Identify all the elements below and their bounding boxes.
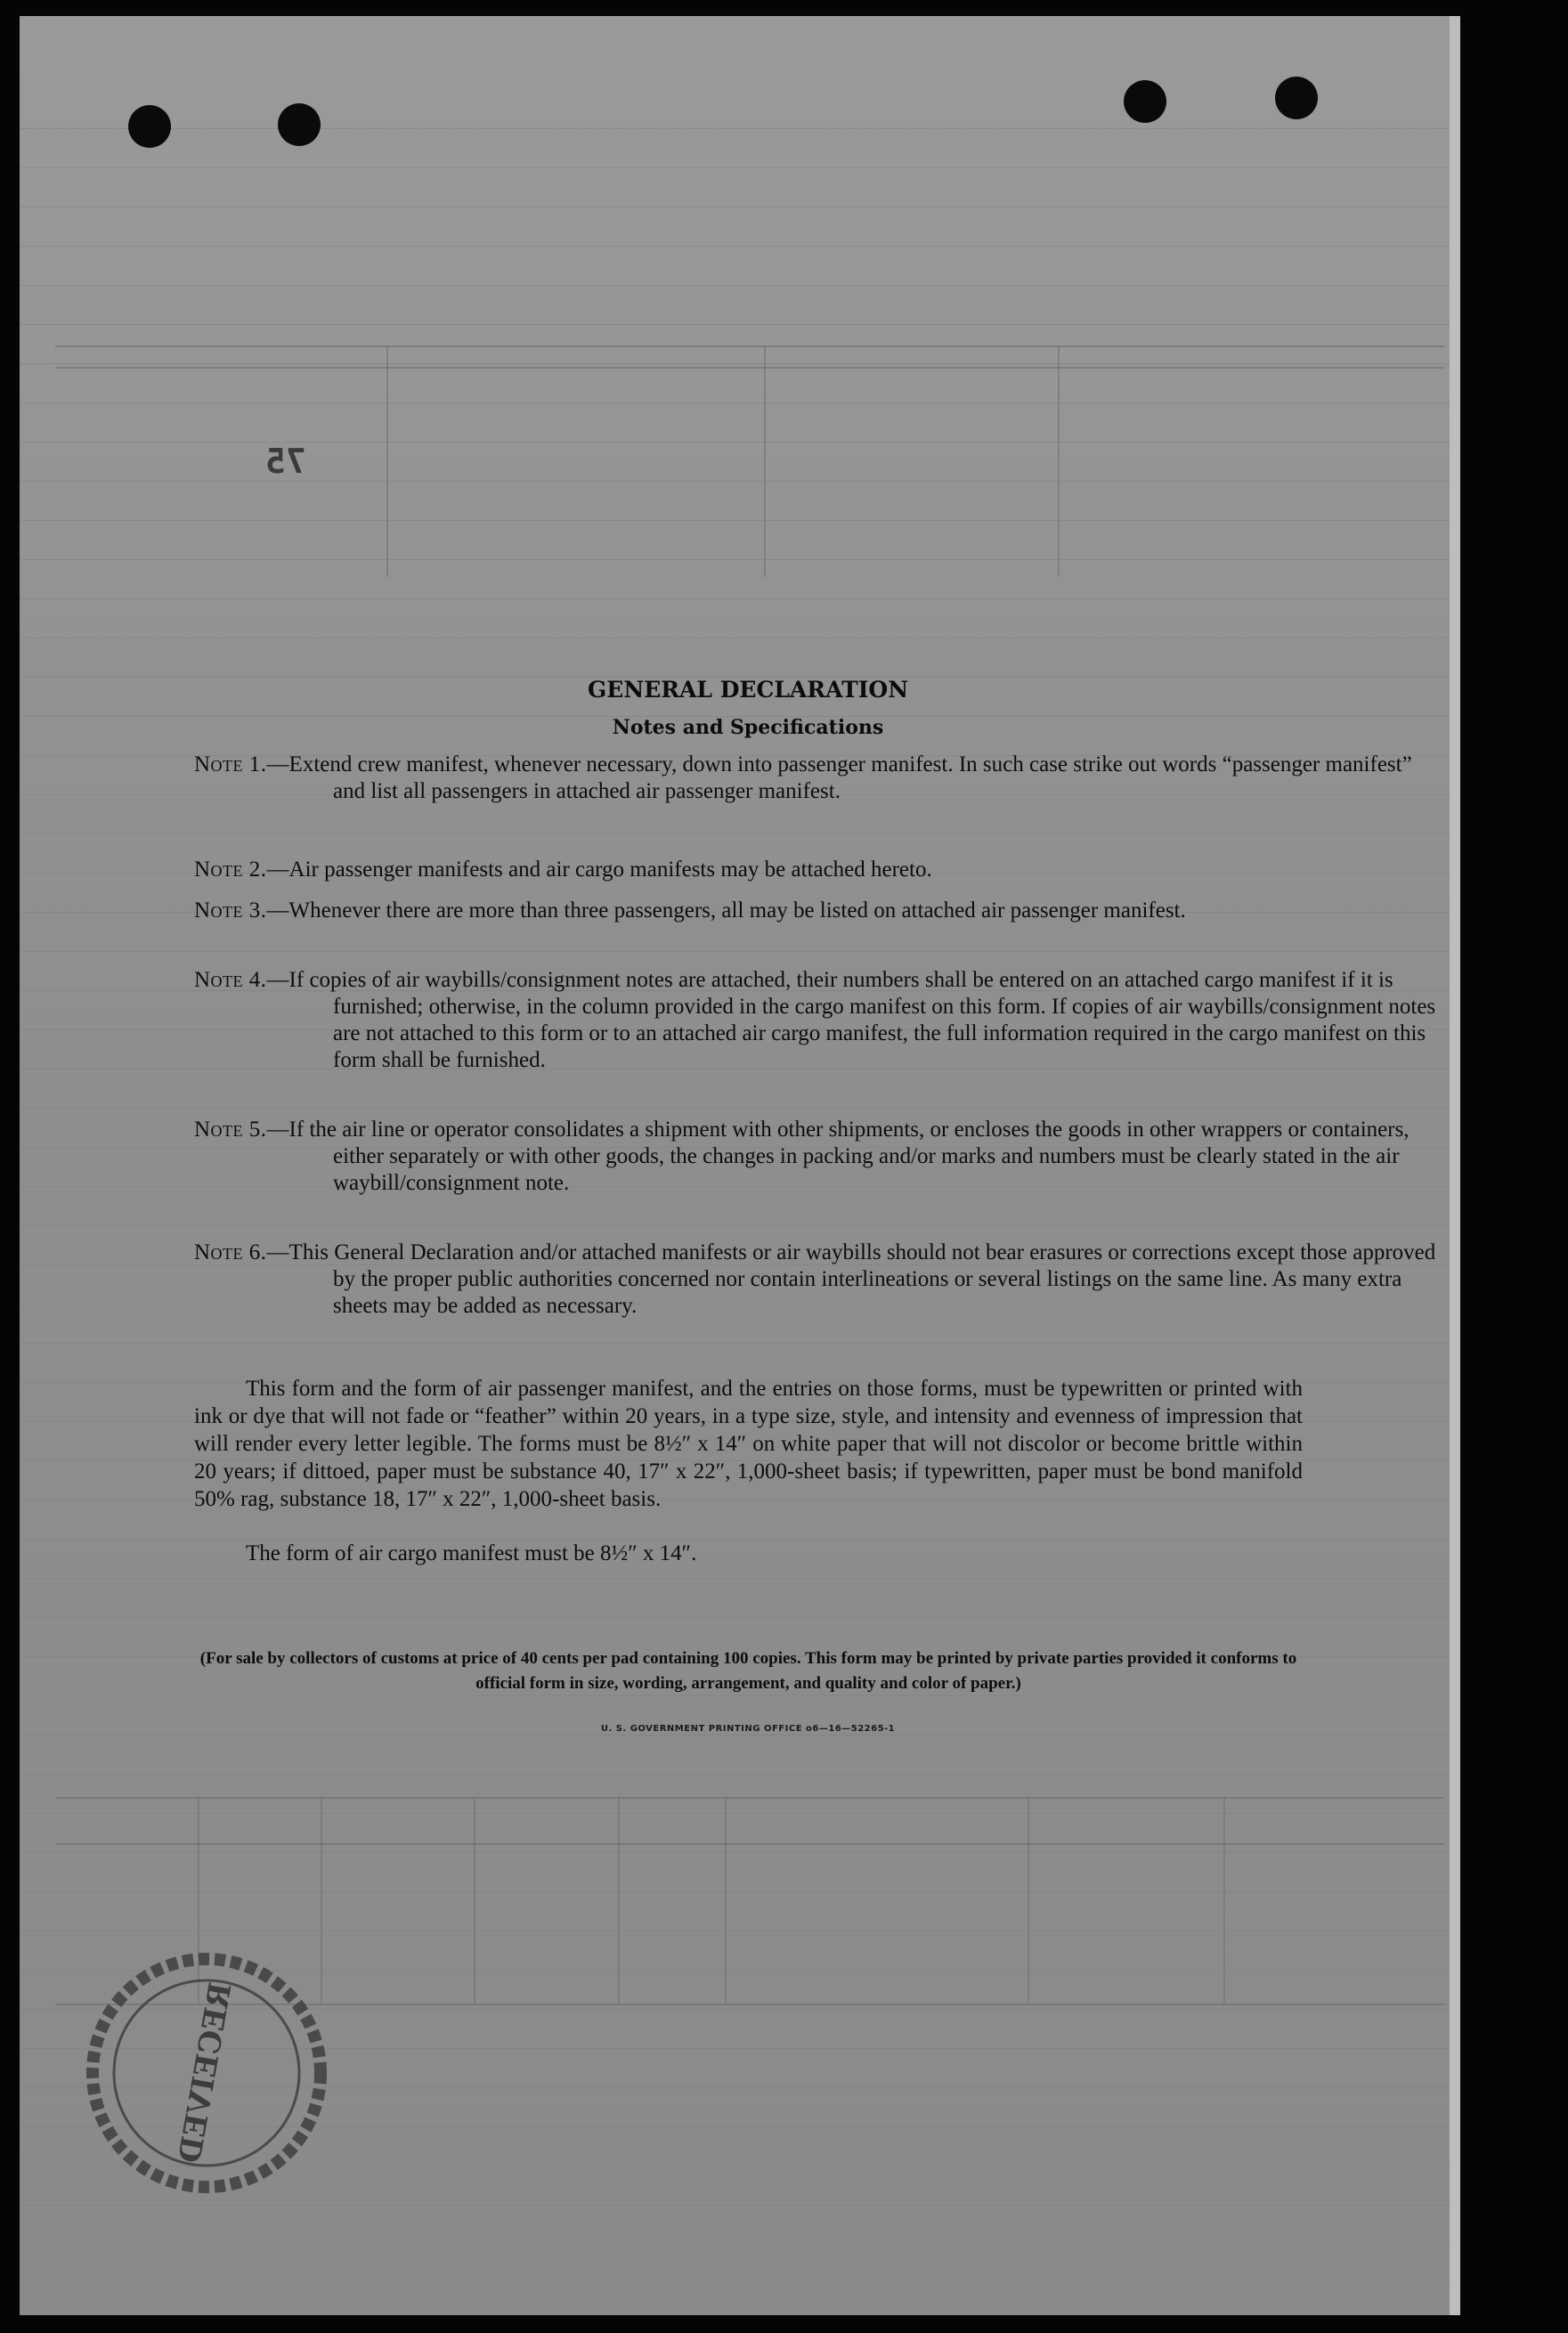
note-label: Note 1. — [194, 752, 267, 776]
note-text: —This General Declaration and/or attached manifests or air waybills should not bear erasures or corrections except those approved by the proper public authorities concerned nor contain interlineations or several listings on the same line. As many extra sheets may be added as necessary. — [266, 1240, 1436, 1318]
bleed-through-line — [1058, 345, 1060, 577]
bleed-through-line — [386, 345, 388, 577]
note-4 — [194, 967, 1442, 1074]
note-text: —If copies of air waybills/consignment notes are attached, their numbers shall be entered on an attached cargo manifest if it is furnished; otherwise, in the column provided in the cargo manifest on this form. If copies of air waybills/consignment notes are not attached to this form or to an attached air cargo manifest, the full information required in the cargo manifest on this form shall be furnished. — [266, 968, 1436, 1072]
page-subtitle: Notes and Specifications — [612, 716, 884, 739]
note-text: —Air passenger manifests and air cargo manifests may be attached hereto. — [266, 858, 932, 882]
punch-hole — [128, 105, 171, 148]
note-5 — [194, 1117, 1442, 1197]
note-1 — [194, 752, 1442, 805]
sale-notice: (For sale by collectors of customs at price of 40 cents per pad containing 100 copies. This form may be printed by private parties provided it conforms to official form in size, wording, arrangement, and quality and color of paper.) — [199, 1649, 1297, 1693]
stamp-word: RECEIVED — [172, 1979, 240, 2166]
document-page — [20, 16, 1450, 2315]
bleed-through-line — [55, 1797, 1444, 1799]
printer-imprint: U. S. GOVERNMENT PRINTING OFFICE o6—16—52265-1 — [600, 1724, 896, 1734]
note-label: Note 5. — [194, 1118, 267, 1142]
bleed-through-line — [725, 1797, 727, 2004]
note-2 — [194, 857, 1442, 883]
punch-hole — [1124, 80, 1166, 123]
bleed-through-line — [474, 1797, 475, 2004]
page-edge — [1450, 16, 1460, 2315]
punch-hole — [1275, 77, 1318, 119]
note-3 — [194, 898, 1442, 924]
page-title: GENERAL DECLARATION — [587, 677, 909, 703]
note-text: —Whenever there are more than three passengers, all may be listed on attached air passenger manifest. — [266, 898, 1186, 923]
bleed-through-line — [764, 345, 766, 577]
bleed-through-line — [1028, 1797, 1029, 2004]
cargo-manifest-size-note: The form of air cargo manifest must be 8½″ x 14″. — [246, 1541, 697, 1565]
bleed-through-line — [55, 367, 1444, 369]
note-label: Note 6. — [194, 1240, 267, 1264]
note-text: —If the air line or operator consolidates a shipment with other shipments, or encloses the goods in other wrappers or containers, either separately or with other goods, the changes in packing and/or marks and numbers must be clearly stated in the air waybill/consignment note. — [266, 1118, 1410, 1195]
form-requirements-paragraph: This form and the form of air passenger manifest, and the entries on those forms, must be typewritten or printed with ink or dye that will not fade or “feather” within 20 years, in a type size, style, and intensity and evenness of impression that will render every letter legible. The forms must be 8½″ x 14″ on white paper that will not discolor or become brittle within 20 years; if dittoed, paper must be substance 40, 17″ x 22″, 1,000-sheet basis; if typewritten, paper must be bond manifold 50% rag, substance 18, 17″ x 22″, 1,000-sheet basis. — [194, 1377, 1303, 1511]
note-text: —Extend crew manifest, whenever necessary, down into passenger manifest. In such case strike out words “passenger manifest” and list all passengers in attached air passenger manifest. — [266, 752, 1412, 803]
note-label: Note 2. — [194, 858, 267, 882]
typed-number: 75 — [265, 442, 306, 481]
bleed-through-line — [55, 1843, 1444, 1845]
bleed-through-line — [1223, 1797, 1225, 2004]
bleed-through-line — [55, 345, 1444, 347]
note-6 — [194, 1240, 1442, 1320]
note-label: Note 3. — [194, 898, 267, 923]
punch-hole — [278, 103, 321, 146]
received-stamp — [82, 1948, 331, 2198]
note-label: Note 4. — [194, 968, 267, 992]
bleed-through-line — [618, 1797, 620, 2004]
